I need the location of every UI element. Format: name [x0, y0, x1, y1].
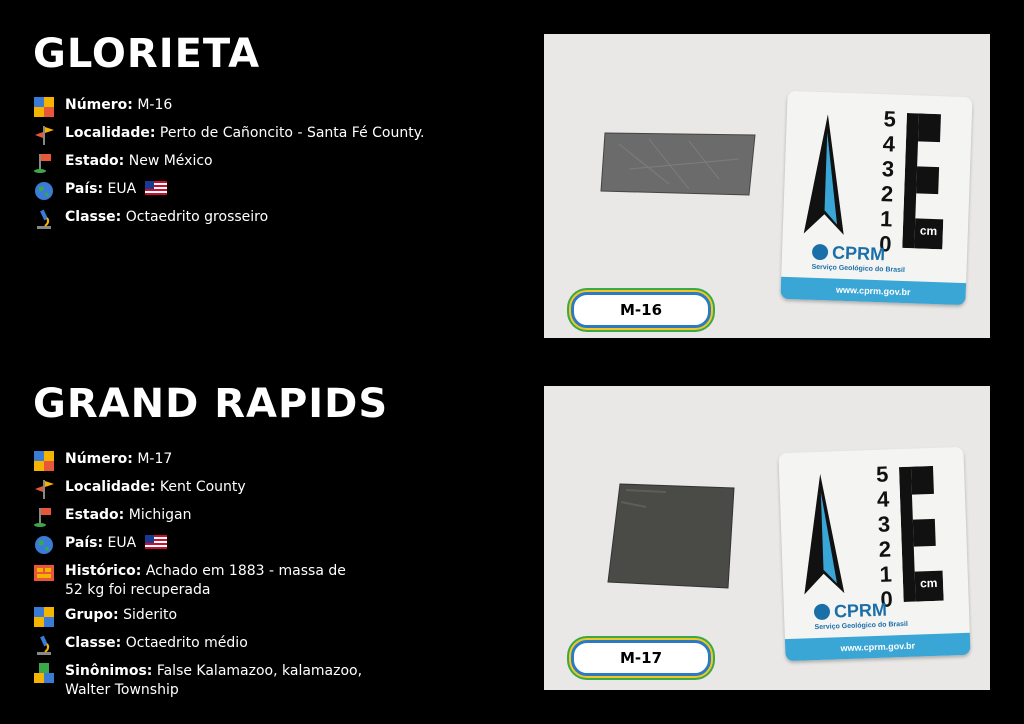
- section-title: GRAND RAPIDS: [33, 381, 389, 427]
- field-label: Localidade:: [65, 125, 156, 141]
- scale-unit: cm: [919, 223, 938, 239]
- field-label: Estado:: [65, 153, 125, 169]
- scale-numbers: 5 4 3 2 1 0: [875, 461, 894, 612]
- field-value: Octaedrito grosseiro: [125, 209, 269, 225]
- field-value: EUA: [107, 181, 137, 197]
- field-label: Número:: [65, 97, 133, 113]
- cprm-subtitle: Serviço Geológico do Brasil: [811, 263, 905, 275]
- microscope-icon: [33, 634, 55, 656]
- field-label: Classe:: [65, 635, 122, 651]
- field-value: False Kalamazoo, kalamazoo, Walter Township: [65, 663, 363, 698]
- globe-icon: [33, 534, 55, 556]
- scale-numbers: 5 4 3 2 1 0: [878, 106, 897, 257]
- field-classe: [33, 208, 453, 230]
- us-flag-icon: [145, 181, 167, 195]
- numbers-icon: [33, 450, 55, 472]
- meteorite-specimen: [606, 482, 736, 592]
- meteorite-specimen: [599, 129, 759, 199]
- scale-card: [778, 447, 970, 661]
- field-label: Localidade:: [65, 479, 156, 495]
- cprm-logo-icon: [814, 604, 831, 621]
- field-numero: [33, 450, 453, 472]
- field-numero: [33, 96, 453, 118]
- specimen-photo: [544, 386, 990, 690]
- flag-icon: [33, 506, 55, 528]
- field-value: Kent County: [159, 479, 246, 495]
- field-pais: [33, 180, 453, 202]
- cprm-logo: CPRM: [814, 600, 888, 624]
- cprm-logo-icon: [812, 244, 829, 261]
- field-label: Estado:: [65, 507, 125, 523]
- specimen-fields: [33, 96, 453, 236]
- puzzle-icon: [33, 606, 55, 628]
- field-localidade: [33, 478, 453, 500]
- section-title: GLORIETA: [33, 31, 261, 77]
- field-label: Número:: [65, 451, 133, 467]
- numbers-icon: [33, 96, 55, 118]
- field-sinonimos: [33, 662, 453, 700]
- field-pais: [33, 534, 453, 556]
- field-label: Classe:: [65, 209, 122, 225]
- location-pin-icon: [33, 124, 55, 146]
- specimen-fields: [33, 450, 453, 706]
- flag-icon: [33, 152, 55, 174]
- specimen-photo: [544, 34, 990, 338]
- globe-icon: [33, 180, 55, 202]
- abc-blocks-icon: [33, 662, 55, 684]
- field-value: Octaedrito médio: [125, 635, 248, 651]
- north-arrow-icon: [795, 473, 849, 595]
- location-pin-icon: [33, 478, 55, 500]
- field-historico: [33, 562, 453, 600]
- field-value: Siderito: [123, 607, 178, 623]
- field-value: M-16: [137, 97, 173, 113]
- field-estado: [33, 506, 453, 528]
- field-localidade: [33, 124, 453, 146]
- field-estado: [33, 152, 453, 174]
- field-value: Michigan: [128, 507, 192, 523]
- cprm-url: www.cprm.gov.br: [785, 633, 971, 661]
- scale-card: [780, 91, 972, 305]
- field-classe: [33, 634, 453, 656]
- history-icon: [33, 562, 55, 584]
- sample-label: M-17: [571, 640, 711, 676]
- us-flag-icon: [145, 535, 167, 549]
- field-label: Grupo:: [65, 607, 119, 623]
- field-label: País:: [65, 181, 104, 197]
- field-value: Perto de Cañoncito - Santa Fé County.: [159, 125, 425, 141]
- field-grupo: [33, 606, 453, 628]
- field-label: País:: [65, 535, 104, 551]
- cprm-url: www.cprm.gov.br: [780, 277, 966, 305]
- cprm-logo: CPRM: [812, 242, 886, 266]
- scale-unit: cm: [919, 575, 938, 591]
- microscope-icon: [33, 208, 55, 230]
- field-label: Histórico:: [65, 563, 142, 579]
- field-value: New México: [128, 153, 213, 169]
- field-label: Sinônimos:: [65, 663, 153, 679]
- field-value: Achado em 1883 - massa de 52 kg foi recuperada: [65, 563, 346, 598]
- field-value: EUA: [107, 535, 137, 551]
- sample-label: M-16: [571, 292, 711, 328]
- field-value: M-17: [137, 451, 173, 467]
- north-arrow-icon: [799, 113, 853, 235]
- cprm-subtitle: Serviço Geológico do Brasil: [814, 620, 908, 632]
